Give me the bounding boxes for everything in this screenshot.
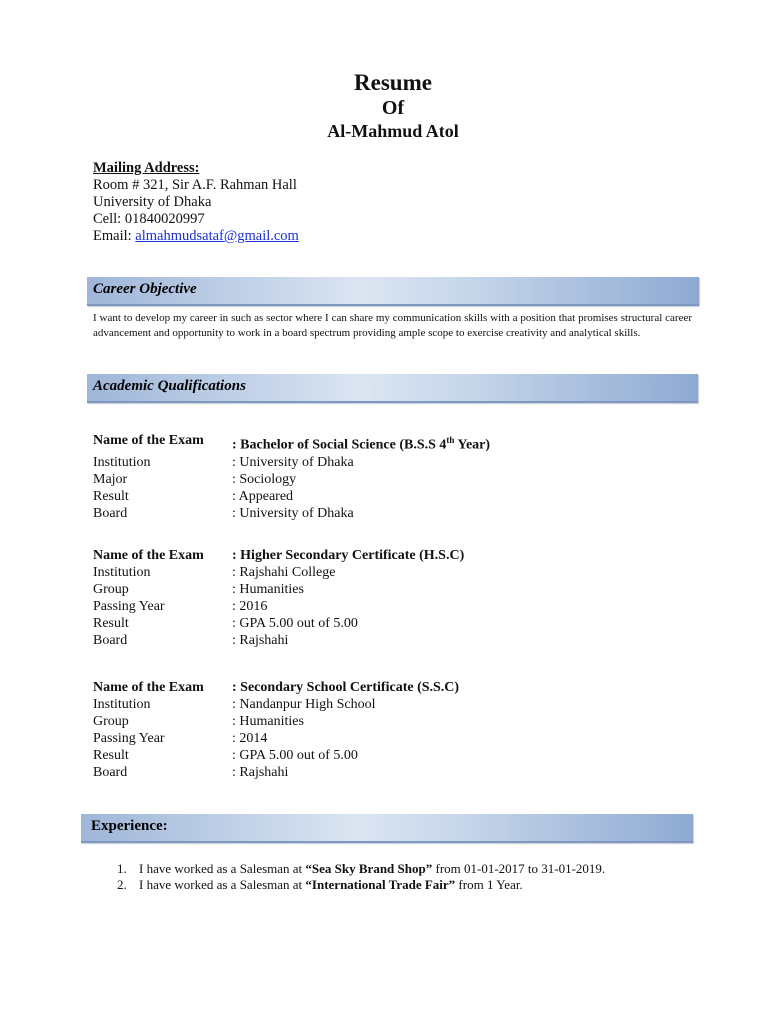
exam-row: [93, 747, 459, 764]
exam-row-label: Board: [93, 765, 128, 780]
exam-row: [93, 615, 464, 632]
career-objective-heading: Career Objective: [93, 281, 197, 297]
exam-row-value: : Humanities: [232, 714, 304, 729]
exam-heading-label: Name of the Exam: [93, 433, 204, 448]
applicant-name: Al-Mahmud Atol: [327, 121, 459, 141]
email-label: Email:: [93, 228, 136, 244]
exam-row-value: : GPA 5.00 out of 5.00: [232, 616, 358, 631]
career-objective-band: [87, 277, 699, 306]
exam-heading-value: : Higher Secondary Certificate (H.S.C): [232, 548, 465, 563]
superscript-th: th: [446, 435, 455, 445]
exam-row-value: : University of Dhaka: [232, 505, 354, 521]
exam-row-label: Result: [93, 616, 129, 631]
exam-row: [93, 764, 459, 781]
exam-row: [93, 730, 459, 747]
exam-row-label: Result: [93, 488, 129, 504]
exam-row: [93, 488, 490, 505]
experience-text: I have worked as a Salesman at: [139, 861, 306, 876]
exam-row-label: Institution: [93, 565, 151, 580]
email-link[interactable]: almahmudsataf@gmail.com: [135, 228, 299, 244]
experience-number: 1.: [117, 861, 127, 876]
exam-row-value: : Humanities: [232, 582, 304, 597]
exam-block-hsc: [93, 547, 464, 649]
experience-place: “International Trade Fair”: [305, 877, 456, 892]
experience-number: 2.: [117, 877, 127, 892]
academic-qualifications-band: [87, 374, 698, 403]
experience-text: I have worked as a Salesman at: [139, 877, 306, 892]
exam-row: [93, 696, 459, 713]
exam-row-value: : 2016: [232, 599, 268, 614]
exam-row-value: : University of Dhaka: [232, 454, 354, 470]
mailing-address: [93, 160, 299, 245]
experience-item: [117, 861, 605, 877]
exam-row-label: Passing Year: [93, 599, 165, 614]
address-line-1: Room # 321, Sir A.F. Rahman Hall: [93, 177, 297, 193]
exam-row-label: Result: [93, 748, 129, 763]
exam-heading-row: [93, 547, 464, 564]
exam-row-value: : 2014: [232, 731, 268, 746]
exam-heading-value: : Secondary School Certificate (S.S.C): [232, 680, 460, 695]
exam-row-value: : Appeared: [232, 488, 294, 504]
address-line-2: University of Dhaka: [93, 194, 212, 210]
exam-row-value: : Nandanpur High School: [232, 697, 376, 712]
exam-heading-label: Name of the Exam: [93, 548, 204, 563]
exam-row-value: : Rajshahi College: [232, 565, 336, 580]
exam-row: [93, 598, 464, 615]
experience-period: from 1 Year.: [455, 877, 523, 892]
exam-row-label: Passing Year: [93, 731, 165, 746]
experience-band: [81, 814, 693, 843]
exam-row-label: Group: [93, 582, 129, 597]
exam-heading-row: [93, 679, 459, 696]
exam-row-label: Group: [93, 714, 129, 729]
experience-list: [117, 861, 605, 893]
exam-row: [93, 505, 490, 522]
cell-line: [93, 211, 299, 228]
exam-row: [93, 581, 464, 598]
exam-row-label: Major: [93, 471, 128, 487]
exam-row-value: : Rajshahi: [232, 765, 289, 780]
exam-row-value: : GPA 5.00 out of 5.00: [232, 748, 358, 763]
exam-row-value: : Rajshahi: [232, 633, 289, 648]
exam-row: [93, 471, 490, 488]
exam-heading-value: : Bachelor of Social Science (B.S.S 4th Year): [232, 435, 491, 453]
resume-title: Resume: [354, 70, 432, 95]
exam-row-label: Board: [93, 633, 128, 648]
mailing-address-heading: Mailing Address:: [93, 160, 200, 176]
exam-row: [93, 454, 490, 471]
cell-label: Cell:: [93, 211, 125, 227]
experience-period: from 01-01-2017 to 31-01-2019.: [432, 861, 606, 876]
email-line: [93, 228, 299, 245]
experience-item: [117, 877, 605, 893]
exam-row: [93, 564, 464, 581]
career-objective-text: I want to develop my career in such as sector where I can share my communication skills with a position that promises structural career advancement and opportunity to work in a board spectrum providing ample scope to exercise creativity and analytical skills.: [93, 312, 692, 339]
experience-place: “Sea Sky Brand Shop”: [305, 861, 433, 876]
academic-qualifications-heading: Academic Qualifications: [93, 378, 246, 394]
exam-row: [93, 632, 464, 649]
exam-heading-label: Name of the Exam: [93, 680, 204, 695]
resume-of: Of: [381, 97, 405, 119]
exam-row: [93, 713, 459, 730]
exam-row-value: : Sociology: [232, 471, 297, 487]
exam-row-label: Institution: [93, 454, 151, 470]
cell-number: 01840020997: [124, 211, 205, 227]
exam-row-label: Institution: [93, 697, 151, 712]
experience-heading: Experience:: [91, 818, 168, 834]
exam-block-ssc: [93, 679, 459, 781]
exam-heading-row: [93, 432, 490, 454]
exam-row-label: Board: [93, 505, 128, 521]
exam-block-bss: [93, 432, 490, 522]
